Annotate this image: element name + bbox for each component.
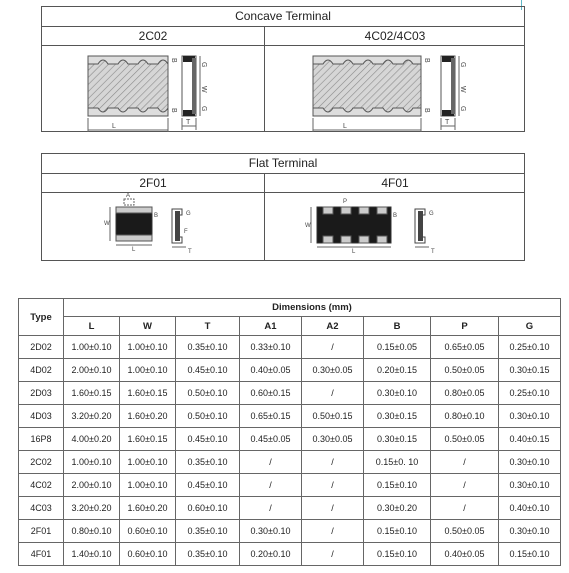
value-cell: 1.60±0.15 xyxy=(120,382,176,405)
concave-4c02-4c03-diagram xyxy=(265,46,525,132)
value-cell: 0.30±0.10 xyxy=(499,451,561,474)
concave-2c02-label: 2C02 xyxy=(42,27,264,46)
value-cell: 0.60±0.10 xyxy=(120,520,176,543)
value-cell: 0.80±0.10 xyxy=(431,405,499,428)
value-cell: 0.20±0.10 xyxy=(240,543,302,566)
type-cell: 4C02 xyxy=(19,474,64,497)
value-cell: 0.35±0.10 xyxy=(176,336,240,359)
value-cell: / xyxy=(431,497,499,520)
value-cell: 1.00±0.10 xyxy=(64,336,120,359)
value-cell: 3.20±0.20 xyxy=(64,497,120,520)
value-cell: 0.30±0.05 xyxy=(302,428,364,451)
dim-G-bottom-label: G xyxy=(200,106,207,112)
value-cell: 0.40±0.05 xyxy=(240,359,302,382)
type-cell: 2D02 xyxy=(19,336,64,359)
concave-2c02-diagram xyxy=(42,46,264,132)
column-header-a1: A1 xyxy=(240,317,302,336)
value-cell: / xyxy=(302,543,364,566)
table-row xyxy=(19,474,561,497)
value-cell: 0.50±0.15 xyxy=(302,405,364,428)
dim-W-label: W xyxy=(459,86,466,93)
dim-W-label: W xyxy=(305,223,311,229)
value-cell: / xyxy=(302,474,364,497)
value-cell: 0.40±0.10 xyxy=(499,497,561,520)
concave-terminal-panel xyxy=(41,6,525,132)
column-header-p: P xyxy=(431,317,499,336)
type-cell: 4D02 xyxy=(19,359,64,382)
value-cell: 1.60±0.20 xyxy=(120,405,176,428)
dim-B-top-label: B xyxy=(423,58,430,63)
flat-4f01-column xyxy=(264,174,525,261)
dim-T-label: T xyxy=(188,249,192,255)
value-cell: 0.60±0.15 xyxy=(240,382,302,405)
value-cell: 0.65±0.15 xyxy=(240,405,302,428)
value-cell: 1.00±0.10 xyxy=(120,451,176,474)
value-cell: 0.45±0.10 xyxy=(176,474,240,497)
value-cell: / xyxy=(302,497,364,520)
type-cell: 2C02 xyxy=(19,451,64,474)
dim-G-label: G xyxy=(186,211,191,217)
value-cell: / xyxy=(431,474,499,497)
value-cell: 0.50±0.05 xyxy=(431,428,499,451)
value-cell: 0.60±0.10 xyxy=(176,497,240,520)
table-row xyxy=(19,428,561,451)
dim-L-label: L xyxy=(343,123,347,130)
dimensions-header: Dimensions (mm) xyxy=(64,299,561,317)
value-cell: 0.45±0.10 xyxy=(176,428,240,451)
dim-G-bottom-label: G xyxy=(459,106,466,112)
value-cell: 0.35±0.10 xyxy=(176,520,240,543)
flat-2f01-label: 2F01 xyxy=(42,174,264,193)
dim-L-label: L xyxy=(112,123,116,130)
table-row xyxy=(19,543,561,566)
type-cell: 4F01 xyxy=(19,543,64,566)
value-cell: / xyxy=(302,520,364,543)
value-cell: 1.60±0.15 xyxy=(120,428,176,451)
column-header-a2: A2 xyxy=(302,317,364,336)
value-cell: / xyxy=(240,474,302,497)
value-cell: 1.00±0.10 xyxy=(120,359,176,382)
dim-A-label: A xyxy=(126,193,131,199)
value-cell: 0.30±0.15 xyxy=(364,428,431,451)
flat-2f01-column xyxy=(42,174,264,261)
value-cell: 3.20±0.20 xyxy=(64,405,120,428)
type-cell: 4C03 xyxy=(19,497,64,520)
value-cell: 0.50±0.05 xyxy=(431,520,499,543)
dim-T-label: T xyxy=(186,119,191,126)
value-cell: 0.15±0.10 xyxy=(364,543,431,566)
value-cell: 0.80±0.05 xyxy=(431,382,499,405)
dim-B-top-label: B xyxy=(170,58,177,63)
table-row xyxy=(19,405,561,428)
value-cell: / xyxy=(431,451,499,474)
value-cell: 0.33±0.10 xyxy=(240,336,302,359)
concave-terminal-title: Concave Terminal xyxy=(42,7,524,27)
table-row xyxy=(19,359,561,382)
table-row xyxy=(19,497,561,520)
value-cell: 0.65±0.05 xyxy=(431,336,499,359)
value-cell: 0.40±0.05 xyxy=(431,543,499,566)
value-cell: 0.15±0.10 xyxy=(499,543,561,566)
concave-4c02-4c03-column xyxy=(264,27,525,132)
value-cell: 2.00±0.10 xyxy=(64,359,120,382)
value-cell: 0.30±0.10 xyxy=(240,520,302,543)
column-header-l: L xyxy=(64,317,120,336)
value-cell: 0.30±0.15 xyxy=(499,359,561,382)
column-header-t: T xyxy=(176,317,240,336)
type-header: Type xyxy=(19,299,64,336)
concave-2c02-column xyxy=(42,27,264,132)
column-header-b: B xyxy=(364,317,431,336)
value-cell: 0.45±0.05 xyxy=(240,428,302,451)
value-cell: / xyxy=(302,451,364,474)
value-cell: 0.80±0.10 xyxy=(64,520,120,543)
value-cell: 1.00±0.10 xyxy=(120,474,176,497)
type-cell: 4D03 xyxy=(19,405,64,428)
value-cell: 1.40±0.10 xyxy=(64,543,120,566)
value-cell: 0.50±0.05 xyxy=(431,359,499,382)
value-cell: 0.50±0.10 xyxy=(176,405,240,428)
value-cell: 0.35±0.10 xyxy=(176,543,240,566)
value-cell: 0.30±0.10 xyxy=(499,405,561,428)
dim-T-label: T xyxy=(431,249,435,255)
value-cell: 0.60±0.10 xyxy=(120,543,176,566)
value-cell: 0.30±0.10 xyxy=(499,520,561,543)
dimensions-table xyxy=(18,298,561,566)
column-header-w: W xyxy=(120,317,176,336)
value-cell: 0.40±0.15 xyxy=(499,428,561,451)
type-cell: 2D03 xyxy=(19,382,64,405)
value-cell: / xyxy=(240,497,302,520)
value-cell: 0.35±0.10 xyxy=(176,451,240,474)
flat-2f01-diagram xyxy=(42,193,264,261)
value-cell: 0.30±0.15 xyxy=(364,405,431,428)
value-cell: 0.25±0.10 xyxy=(499,336,561,359)
table-row xyxy=(19,451,561,474)
dim-W-label: W xyxy=(200,86,207,93)
value-cell: 0.30±0.10 xyxy=(364,382,431,405)
value-cell: 0.20±0.15 xyxy=(364,359,431,382)
value-cell: 0.25±0.10 xyxy=(499,382,561,405)
value-cell: / xyxy=(302,382,364,405)
value-cell: 2.00±0.10 xyxy=(64,474,120,497)
dim-W-label: W xyxy=(104,221,110,227)
column-header-g: G xyxy=(499,317,561,336)
type-cell: 16P8 xyxy=(19,428,64,451)
dim-G-top-label: G xyxy=(459,62,466,68)
dim-G-top-label: G xyxy=(200,62,207,68)
dim-B-bottom-label: B xyxy=(423,108,430,113)
value-cell: 0.30±0.20 xyxy=(364,497,431,520)
value-cell: 1.00±0.10 xyxy=(120,336,176,359)
value-cell: 0.45±0.10 xyxy=(176,359,240,382)
value-cell: / xyxy=(240,451,302,474)
concave-4c02-4c03-label: 4C02/4C03 xyxy=(265,27,525,46)
value-cell: 1.60±0.15 xyxy=(64,382,120,405)
value-cell: 4.00±0.20 xyxy=(64,428,120,451)
table-row xyxy=(19,382,561,405)
value-cell: 0.30±0.05 xyxy=(302,359,364,382)
value-cell: / xyxy=(302,336,364,359)
flat-4f01-diagram xyxy=(265,193,525,261)
value-cell: 1.60±0.20 xyxy=(120,497,176,520)
value-cell: 1.00±0.10 xyxy=(64,451,120,474)
value-cell: 0.30±0.10 xyxy=(499,474,561,497)
table-row xyxy=(19,336,561,359)
flat-4f01-label: 4F01 xyxy=(265,174,525,193)
dim-L-label: L xyxy=(352,249,356,255)
flat-terminal-panel xyxy=(41,153,525,261)
value-cell: 0.15±0. 10 xyxy=(364,451,431,474)
type-cell: 2F01 xyxy=(19,520,64,543)
dim-B-bottom-label: B xyxy=(170,108,177,113)
dim-G-label: G xyxy=(429,211,434,217)
value-cell: 0.15±0.10 xyxy=(364,520,431,543)
dim-P-label: P xyxy=(343,199,348,205)
dim-F-label: F xyxy=(184,229,188,235)
table-row xyxy=(19,520,561,543)
value-cell: 0.50±0.10 xyxy=(176,382,240,405)
dim-B-label: B xyxy=(154,213,159,219)
value-cell: 0.15±0.10 xyxy=(364,474,431,497)
value-cell: 0.15±0.05 xyxy=(364,336,431,359)
dim-T-label: T xyxy=(445,119,450,126)
dim-B-label: B xyxy=(393,213,398,219)
dim-L-label: L xyxy=(132,247,136,253)
flat-terminal-title: Flat Terminal xyxy=(42,154,524,174)
